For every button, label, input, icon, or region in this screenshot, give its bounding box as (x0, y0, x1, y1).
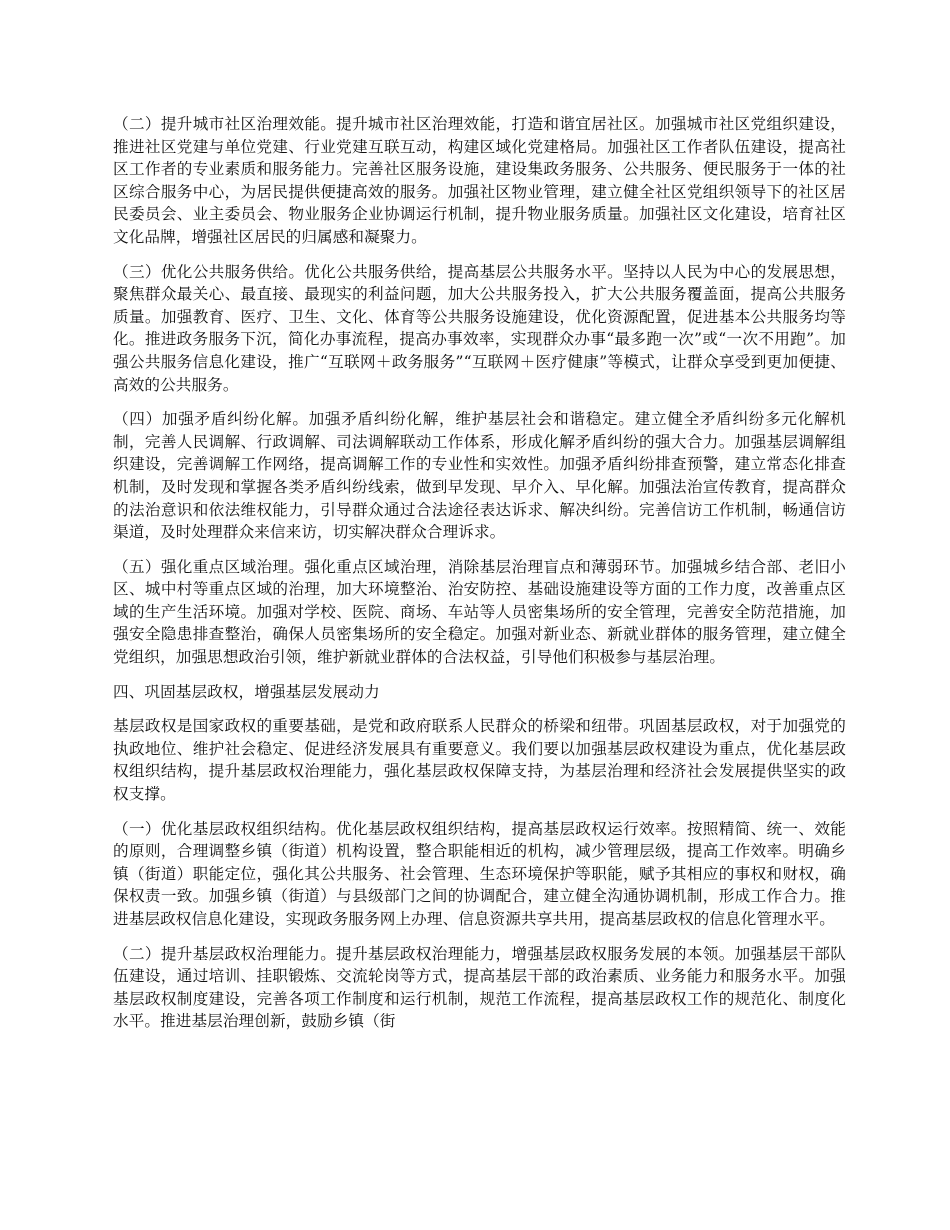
paragraph-dispute-resolution: （四）加强矛盾纠纷化解。加强矛盾纠纷化解，维护基层社会和谐稳定。建立健全矛盾纠纷多元化解机制，完善人民调解、行政调解、司法调解联动工作体系，形成化解矛盾纠纷的强大合力。加强基层调解组织建设，完善调解工作网络，提高调解工作的专业性和实效性。加强矛盾纠纷排查预警，建立常态化排查机制，及时发现和掌握各类矛盾纠纷线索，做到早发现、早介入、早化解。加强法治宣传教育，提高群众的法治意识和依法维权能力，引导群众通过合法途径表达诉求、解决纠纷。完善信访工作机制，畅通信访渠道，及时处理群众来信来访，切实解决群众合理诉求。 (113, 410, 846, 542)
paragraph-public-services: （三）优化公共服务供给。优化公共服务供给，提高基层公共服务水平。坚持以人民为中心的发展思想，聚焦群众最关心、最直接、最现实的利益问题，加大公共服务投入，扩大公共服务覆盖面，提高公共服务质量。加强教育、医疗、卫生、文化、体育等公共服务设施建设，优化资源配置，促进基本公共服务均等化。推进政务服务下沉，简化办事流程，提高办事效率，实现群众办事“最多跑一次”或“一次不用跑”。加强公共服务信息化建设，推广“互联网＋政务服务”“互联网＋医疗健康”等模式，让群众享受到更加便捷、高效的公共服务。 (113, 262, 846, 394)
paragraph-organization-structure: （一）优化基层政权组织结构。优化基层政权组织结构，提高基层政权运行效率。按照精简、统一、效能的原则，合理调整乡镇（街道）机构设置，整合职能相近的机构，减少管理层级，提高工作效率。明确乡镇（街道）职能定位，强化其公共服务、社会管理、生态环境保护等职能，赋予其相应的事权和财权，确保权责一致。加强乡镇（街道）与县级部门之间的协调配合，建立健全沟通协调机制，形成工作合力。推进基层政权信息化建设，实现政务服务网上办理、信息资源共享共用，提高基层政权的信息化管理水平。 (113, 819, 846, 928)
section-heading: 四、巩固基层政权，增强基层发展动力 (113, 682, 380, 701)
paragraph-section-intro: 基层政权是国家政权的重要基础，是党和政府联系人民群众的桥梁和纽带。巩固基层政权，对于加强党的执政地位、维护社会稳定、促进经济发展具有重要意义。我们要以加强基层政权建设为重点，优化基层政权组织结构，提升基层政权治理能力，强化基层政权保障支持，为基层治理和经济社会发展提供坚实的政权支撑。 (113, 717, 846, 804)
document-page (113, 113, 846, 1045)
paragraph-governance-capacity: （二）提升基层政权治理能力。提升基层政权治理能力，增强基层政权服务发展的本领。加强基层干部队伍建设，通过培训、挂职锻炼、交流轮岗等方式，提高基层干部的政治素质、业务能力和服务水平。加强基层政权制度建设，完善各项工作制度和运行机制，规范工作流程，提高基层政权工作的规范化、制度化水平。推进基层治理创新，鼓励乡镇（街 (113, 944, 846, 1031)
paragraph-community-governance: （二）提升城市社区治理效能。提升城市社区治理效能，打造和谐宜居社区。加强城市社区党组织建设，推进社区党建与单位党建、行业党建互联互动，构建区域化党建格局。加强社区工作者队伍建设，提高社区工作者的专业素质和服务能力。完善社区服务设施，建设集政务服务、公共服务、便民服务于一体的社区综合服务中心，为居民提供便捷高效的服务。加强社区物业管理，建立健全社区党组织领导下的社区居民委员会、业主委员会、物业服务企业协调运行机制，提升物业服务质量。加强社区文化建设，培育社区文化品牌，增强社区居民的归属感和凝聚力。 (113, 115, 846, 246)
paragraph-key-area-governance: （五）强化重点区域治理。强化重点区域治理，消除基层治理盲点和薄弱环节。加强城乡结合部、老旧小区、城中村等重点区域的治理，加大环境整治、治安防控、基础设施建设等方面的工作力度，改善重点区域的生产生活环境。加强对学校、医院、商场、车站等人员密集场所的安全管理，完善安全防范措施，加强安全隐患排查整治，确保人员密集场所的安全稳定。加强对新业态、新就业群体的服务管理，建立健全党组织，加强思想政治引领，维护新就业群体的合法权益，引导他们积极参与基层治理。 (113, 557, 846, 667)
